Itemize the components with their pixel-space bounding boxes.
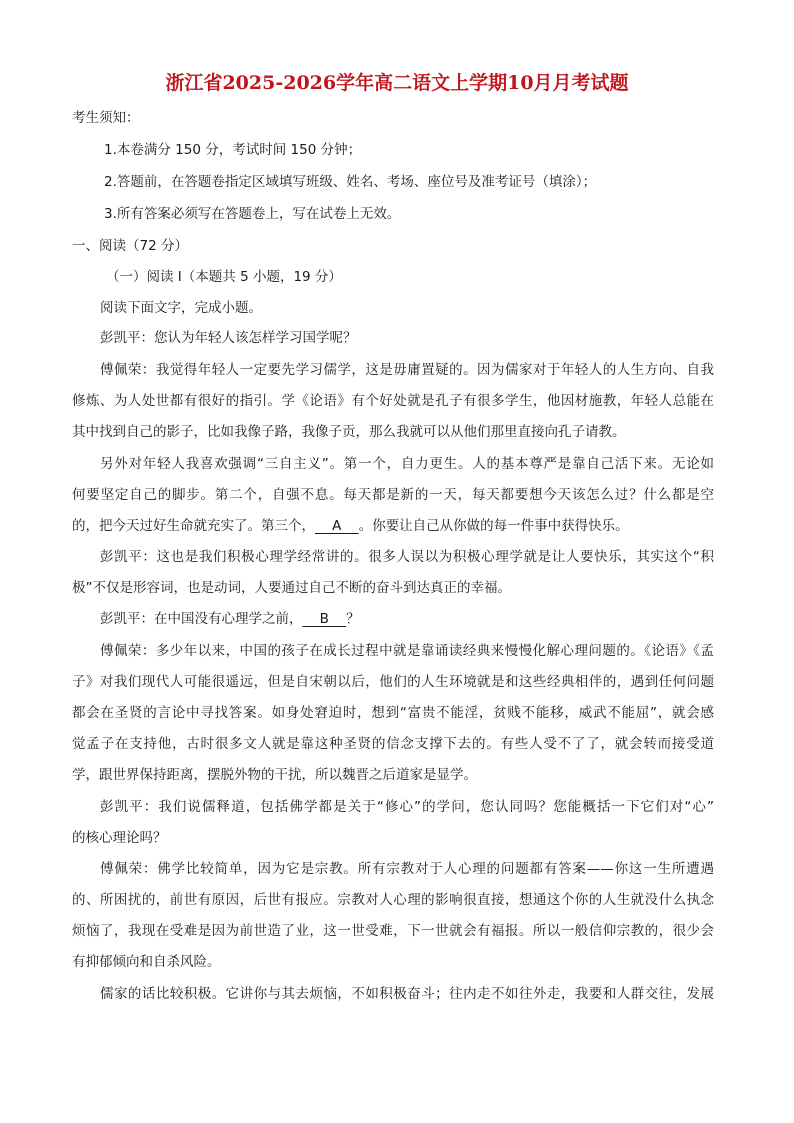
question-line: 彭凯平：您认为年轻人该怎样学习国学呢？ (100, 330, 357, 346)
instruction-text: 阅读下面文字，完成小题。 (100, 300, 262, 316)
paragraph-line: 子》对我们现代人可能很遥远，但是自宋朝以后，他们的人生环境就是和这些经典相伴的，遇到任何问题 (72, 674, 714, 690)
question-line: 彭凯平：我们说儒释道，包括佛学都是关于“修心”的学问，您认同吗？您能概括一下它们对“心” (100, 799, 714, 815)
question-line: 彭凯平：在中国没有心理学之前， B ？ (100, 611, 360, 627)
notice-item: 2.答题前，在答题卷指定区域填写班级、姓名、考场、座位号及准考证号（填涂）； (104, 174, 597, 190)
subsection-heading: （一）阅读 I（本题共 5 小题，19 分） (106, 269, 342, 285)
paragraph-line: 都会在圣贤的言论中寻找答案。如身处窘迫时，想到“富贵不能淫，贫贱不能移，威武不能屈”，就会感 (72, 705, 714, 721)
notice-item: 1.本卷满分 150 分，考试时间 150 分钟； (104, 142, 362, 158)
page-title: 浙江省2025-2026学年高二语文上学期10月月考试题 (165, 72, 629, 94)
paragraph-line: 儒家的话比较积极。它讲你与其去烦恼，不如积极奋斗；往内走不如往外走，我要和人群交往，发展 (100, 986, 714, 1002)
notice-header: 考生须知： (72, 110, 140, 126)
paragraph-line: 其中找到自己的影子，比如我像子路，我像子贡，那么我就可以从他们那里直接向孔子请教。 (72, 424, 626, 440)
paragraph-line: 的，把今天过好生命就充实了。第三个， A 。你要让自己从你做的每一件事中获得快乐。 (72, 518, 629, 534)
paragraph-line: 觉孟子在支持他，古时很多文人就是靠这种圣贤的信念支撑下去的。有些人受不了了，就会转而接受道 (72, 736, 714, 752)
paragraph-line: 有抑郁倾向和自杀风险。 (72, 954, 221, 970)
paragraph-line: 的、所困扰的，前世有原因，后世有报应。宗教对人心理的影响很直接，想通这个你的人生就没什么执念 (72, 892, 714, 908)
section-heading: 一、阅读（72 分） (72, 238, 188, 254)
blank-a: A (315, 518, 359, 534)
paragraph-line: 学，跟世界保持距离，摆脱外物的干扰，所以魏晋之后道家是显学。 (72, 767, 477, 783)
notice-item: 3.所有答案必须写在答题卷上，写在试卷上无效。 (104, 206, 401, 222)
question-line: 的核心理论吗？ (72, 830, 167, 846)
blank-b: B (302, 611, 347, 627)
paragraph-line: 何要坚定自己的脚步。第二个，自强不息。每天都是新的一天，每天都要想今天该怎么过？什么都是空 (72, 487, 714, 503)
paragraph-line: 傅佩荣：多少年以来，中国的孩子在成长过程中就是靠诵读经典来慢慢化解心理问题的。《论语》《孟 (100, 643, 714, 659)
paragraph-line: 修炼、为人处世都有很好的指引。学《论语》有个好处就是孔子有很多学生，他因材施教，年轻人总能在 (72, 393, 714, 409)
paragraph-line: 傅佩荣：我觉得年轻人一定要先学习儒学，这是毋庸置疑的。因为儒家对于年轻人的人生方向、自我 (100, 362, 714, 378)
paragraph-line: 极”不仅是形容词，也是动词，人要通过自己不断的奋斗到达真正的幸福。 (72, 580, 511, 596)
paragraph-line: 另外对年轻人我喜欢强调“三自主义”。第一个，自力更生。人的基本尊严是靠自己活下来。无论如 (100, 456, 714, 472)
paragraph-line: 烦恼了，我现在受难是因为前世造了业，这一世受难，下一世就会有福报。所以一般信仰宗教的，很少会 (72, 923, 714, 939)
paragraph-line: 彭凯平：这也是我们积极心理学经常讲的。很多人误以为积极心理学就是让人要快乐，其实这个“积 (100, 549, 714, 565)
paragraph-line: 傅佩荣：佛学比较简单，因为它是宗教。所有宗教对于人心理的问题都有答案——你这一生所遭遇 (100, 861, 714, 877)
